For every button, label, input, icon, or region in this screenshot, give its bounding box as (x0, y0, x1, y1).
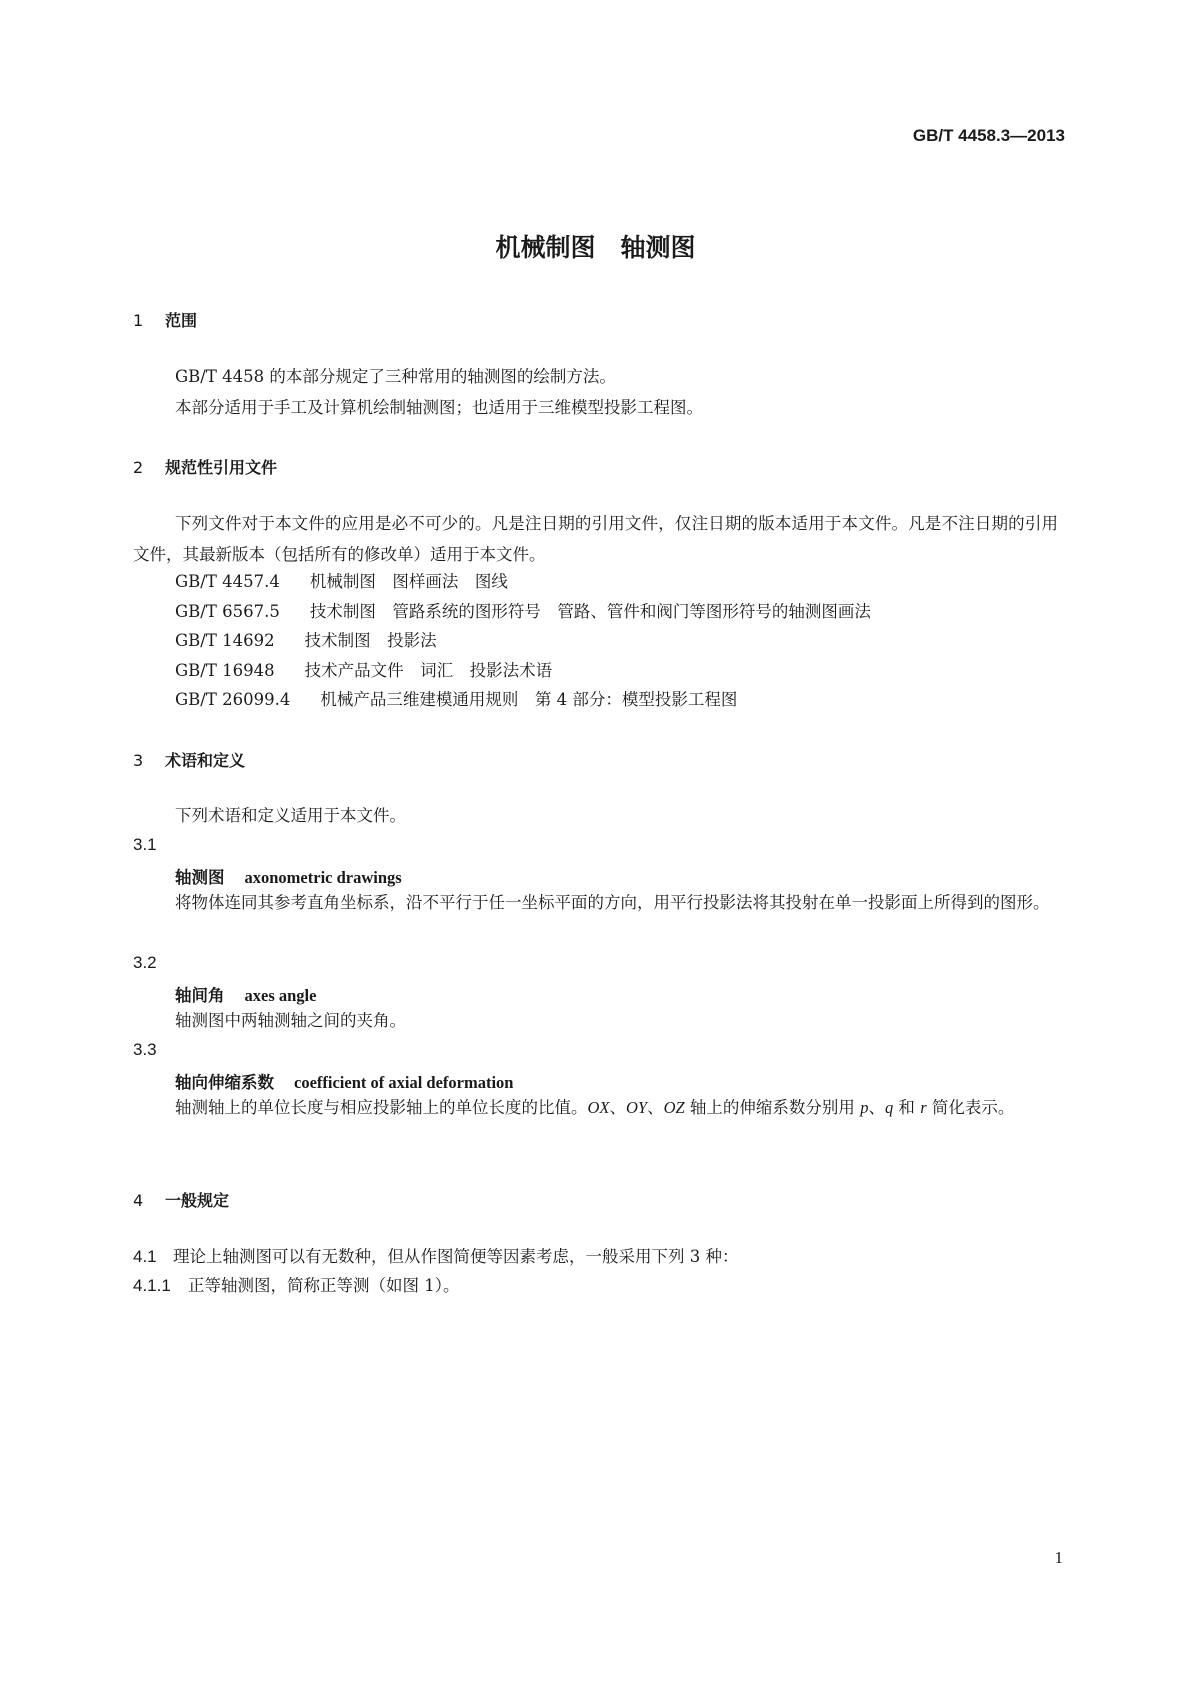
term-zh: 轴向伸缩系数 (175, 1073, 274, 1092)
reference-item (175, 566, 508, 597)
reference-title: 机械制图 图样画法 图线 (309, 572, 508, 591)
section-4-heading (133, 1188, 229, 1211)
term-heading (175, 864, 402, 888)
term-definition: 将物体连同其参考直角坐标系，沿不平行于任一坐标平面的方向，用平行投影法将其投射在单一投影面上所得到的图形。 (175, 893, 1050, 912)
term-definition (133, 1092, 1058, 1123)
section-title: 一般规定 (165, 1191, 230, 1210)
section-number: 4 (133, 1191, 144, 1210)
reference-title: 技术产品文件 词汇 投影法术语 (304, 661, 553, 680)
axis-oz: OZ (663, 1098, 685, 1117)
reference-title: 技术制图 投影法 (304, 631, 437, 650)
standard-number: GB/T 4458.3—2013 (912, 126, 1065, 145)
reference-item (175, 596, 871, 627)
term-number: 3.3 (133, 1040, 157, 1059)
section-2-heading (133, 455, 277, 478)
term-number: 3.2 (133, 953, 157, 972)
reference-code: GB/T 16948 (175, 661, 275, 680)
section-title: 规范性引用文件 (165, 458, 278, 477)
term-en: coefficient of axial deformation (294, 1073, 514, 1092)
coefficient-r: r (920, 1098, 927, 1117)
reference-title: 机械产品三维建模通用规则 第 4 部分：模型投影工程图 (320, 690, 738, 709)
normative-references-intro: 下列文件对于本文件的应用是必不可少的。凡是注日期的引用文件，仅注日期的版本适用于本文件。凡是不注日期的引用文件，其最新版本（包括所有的修改单）适用于本文件。 (133, 514, 1058, 564)
definition-text: 轴上的伸缩系数分别用 (684, 1098, 861, 1117)
reference-code: GB/T 26099.4 (175, 690, 291, 709)
scope-paragraph-2: 本部分适用于手工及计算机绘制轴测图；也适用于三维模型投影工程图。 (175, 398, 703, 417)
axis-ox: OX (587, 1098, 610, 1117)
reference-item (175, 684, 737, 715)
section-title: 范围 (165, 311, 198, 330)
section-3-heading (133, 748, 245, 771)
term-zh: 轴间角 (175, 986, 225, 1005)
coefficient-q: q (884, 1098, 894, 1117)
terms-intro: 下列术语和定义适用于本文件。 (175, 806, 406, 825)
section-number: 1 (133, 311, 144, 330)
term-en: axes angle (244, 986, 317, 1005)
reference-item (175, 655, 552, 686)
term-en: axonometric drawings (244, 868, 402, 887)
section-1-heading (133, 308, 197, 331)
definition-text: 和 (893, 1098, 921, 1117)
definition-text: 简化表示。 (926, 1098, 1015, 1117)
term-number: 3.1 (133, 835, 157, 854)
term-heading (175, 982, 316, 1006)
section-number: 2 (133, 458, 144, 477)
term-definition: 轴测图中两轴测轴之间的夹角。 (175, 1011, 406, 1030)
term-zh: 轴测图 (175, 868, 225, 887)
clause-text: 正等轴测图，简称正等测（如图 1）。 (188, 1276, 460, 1295)
clause-number: 4.1 (133, 1247, 157, 1266)
page-number: 1 (1054, 1548, 1063, 1567)
reference-title: 技术制图 管路系统的图形符号 管路、管件和阀门等图形符号的轴测图画法 (309, 602, 871, 621)
separator: 、 (609, 1098, 626, 1117)
clause-text: 理论上轴测图可以有无数种，但从作图简便等因素考虑，一般采用下列 3 种： (173, 1247, 739, 1266)
separator: 、 (868, 1098, 885, 1117)
reference-item (175, 625, 437, 656)
section-title: 术语和定义 (165, 751, 246, 770)
clause-4-1 (133, 1241, 739, 1272)
clause-number: 4.1.1 (133, 1276, 171, 1295)
coefficient-p: p (860, 1098, 869, 1117)
reference-code: GB/T 14692 (175, 631, 275, 650)
reference-code: GB/T 6567.5 (175, 602, 280, 621)
definition-text: 轴测轴上的单位长度与相应投影轴上的单位长度的比值。 (175, 1098, 588, 1117)
separator: 、 (647, 1098, 664, 1117)
document-title: 机械制图 轴测图 (495, 233, 696, 262)
clause-4-1-1 (133, 1270, 460, 1301)
reference-code: GB/T 4457.4 (175, 572, 280, 591)
section-number: 3 (133, 751, 144, 770)
scope-paragraph-1: GB/T 4458 的本部分规定了三种常用的轴测图的绘制方法。 (175, 367, 616, 386)
term-heading (175, 1069, 513, 1093)
axis-oy: OY (626, 1098, 648, 1117)
